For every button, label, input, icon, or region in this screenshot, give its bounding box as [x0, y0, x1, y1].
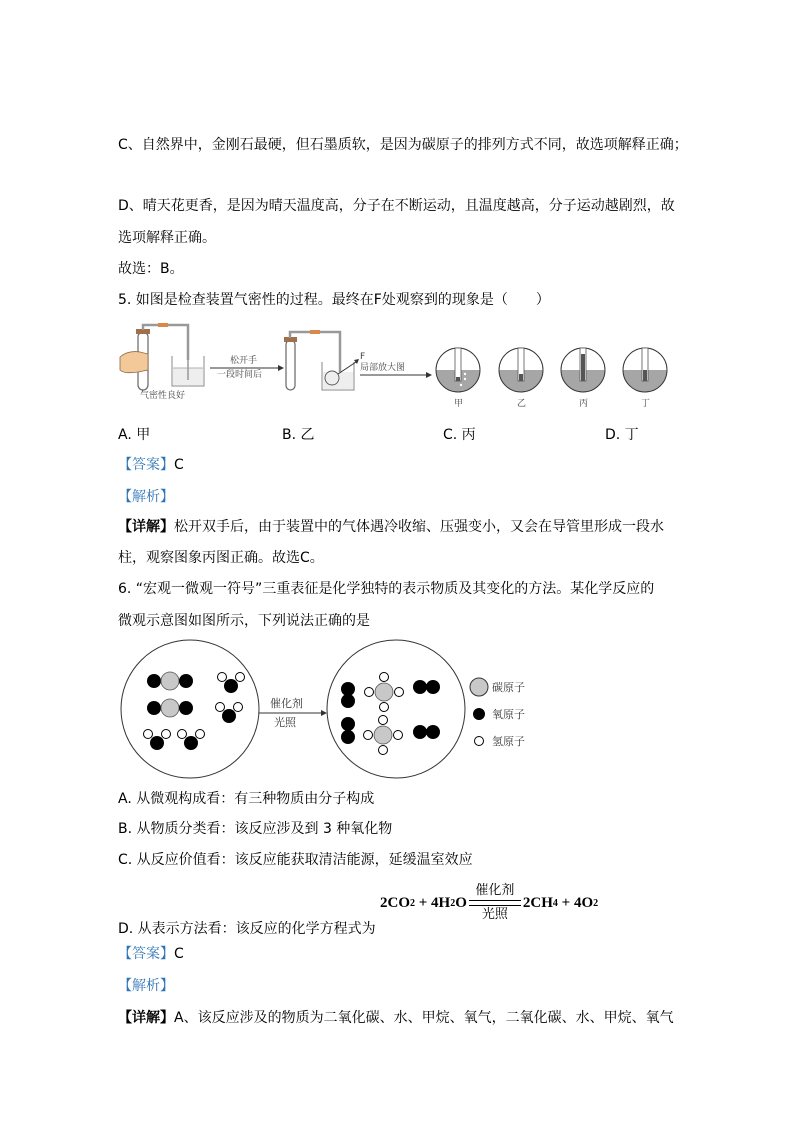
q6-option-d: D. 从表示方法看：该反应的化学方程式为 — [118, 921, 376, 937]
arrow1-line2: 一段时间后 — [217, 370, 263, 380]
chemical-equation — [380, 878, 598, 928]
answer-value: C — [174, 946, 184, 962]
arrow1-line1: 松开手 — [230, 356, 258, 366]
test-tube-with-hand-icon — [120, 323, 204, 390]
option-d-explanation-line1: D、晴天花更香，是因为晴天温度高，分子在不断运动，且温度越高，分子运动越剧烈，故 — [118, 198, 675, 214]
circle-bing — [561, 348, 605, 392]
eq-sub: 2 — [410, 897, 415, 909]
co2-molecule-icon — [147, 699, 193, 717]
label-ding: 丁 — [641, 399, 651, 409]
analysis-tag: 【解析】 — [118, 978, 174, 994]
analysis-tag: 【解析】 — [118, 489, 174, 505]
eq-sub: 2 — [450, 897, 456, 909]
prev-conclusion: 故选：B。 — [118, 261, 184, 277]
arrow2-label: 局部放大图 — [360, 363, 406, 373]
cond-bottom: 光照 — [481, 907, 508, 922]
option-d-explanation-line2: 选项解释正确。 — [118, 230, 216, 246]
eq-h2o: + 4H — [415, 894, 451, 911]
q5-option-c: C. 丙 — [443, 427, 476, 443]
label-jia: 甲 — [454, 399, 464, 409]
q6-option-b: B. 从物质分类看：该反应涉及到 3 种氧化物 — [118, 821, 393, 837]
q6-stem-line2: 微观示意图如图所示，下列说法正确的是 — [118, 613, 370, 629]
cond-top: 催化剂 — [475, 883, 515, 898]
q6-option-a: A. 从微观构成看：有三种物质由分子构成 — [118, 791, 375, 807]
condition-bottom: 光照 — [274, 716, 296, 729]
detail-tag: 【详解】 — [118, 519, 174, 535]
label-bing: 丙 — [579, 399, 589, 409]
q6-option-c: C. 从反应价值看：该反应能获取清洁能源，延缓温室效应 — [118, 852, 473, 868]
legend — [470, 678, 525, 748]
equals-bar — [469, 900, 521, 906]
eq-o: O — [455, 894, 467, 911]
answer-value: C — [174, 457, 184, 473]
detail-text: 松开双手后，由于装置中的气体遇冷收缩、压强变小，又会在导管里形成一段水 — [174, 519, 664, 535]
legend-hydrogen: 氢原子 — [492, 735, 525, 748]
eq-sub: 4 — [552, 897, 558, 909]
test-tube-icon — [284, 330, 359, 390]
legend-carbon: 碳原子 — [492, 681, 525, 694]
label-yi: 乙 — [517, 399, 527, 409]
reaction-condition — [469, 883, 521, 923]
detail-text: A、该反应涉及的物质为二氧化碳、水、甲烷、氧气，二氧化碳、水、甲烷、氧气 — [174, 1010, 674, 1026]
eq-sub: 2 — [593, 897, 599, 909]
label-f: F — [360, 352, 366, 362]
circle-jia — [436, 348, 480, 392]
eq-co2: 2CO — [380, 894, 410, 911]
q5-detail-line2: 柱，观察图象丙图正确。故选C。 — [118, 550, 324, 566]
oxygen-atom-icon — [473, 708, 485, 720]
q6-analysis-line — [118, 977, 174, 995]
co2-molecule-icon — [147, 672, 193, 690]
q5-detail-line1 — [118, 518, 664, 536]
detail-tag: 【详解】 — [118, 1010, 174, 1026]
condition-top: 催化剂 — [270, 697, 303, 710]
circle-ding — [623, 348, 667, 392]
q6-detail-line1 — [118, 1009, 674, 1027]
answer-tag: 【答案】 — [118, 457, 174, 473]
eq-ch4: 2CH — [522, 894, 553, 911]
q6-answer-line — [118, 945, 184, 963]
hydrogen-atom-icon — [475, 737, 484, 746]
carbon-atom-icon — [470, 678, 488, 696]
q6-stem-line1: 6. “宏观一微观一符号”三重表征是化学独特的表示物质及其变化的方法。某化学反应的 — [118, 581, 655, 597]
eq-o2: + 4O — [557, 894, 594, 911]
q6-reaction-figure — [118, 638, 578, 780]
q5-stem: 5. 如图是检查装置气密性的过程。最终在F处观察到的现象是（ ） — [118, 292, 550, 308]
q5-option-d: D. 丁 — [605, 427, 639, 443]
circle-yi — [499, 348, 543, 392]
label-airtight: 气密性良好 — [140, 391, 186, 401]
q5-option-b: B. 乙 — [282, 427, 315, 443]
answer-tag: 【答案】 — [118, 946, 174, 962]
q5-analysis-line — [118, 488, 174, 506]
q5-answer-line — [118, 456, 184, 474]
legend-oxygen: 氧原子 — [492, 708, 525, 721]
option-c-explanation: C、自然界中，金刚石最硬，但石墨质软，是因为碳原子的排列方式不同，故选项解释正确； — [118, 137, 688, 153]
q5-option-a: A. 甲 — [118, 427, 151, 443]
q5-apparatus-figure — [118, 322, 678, 412]
